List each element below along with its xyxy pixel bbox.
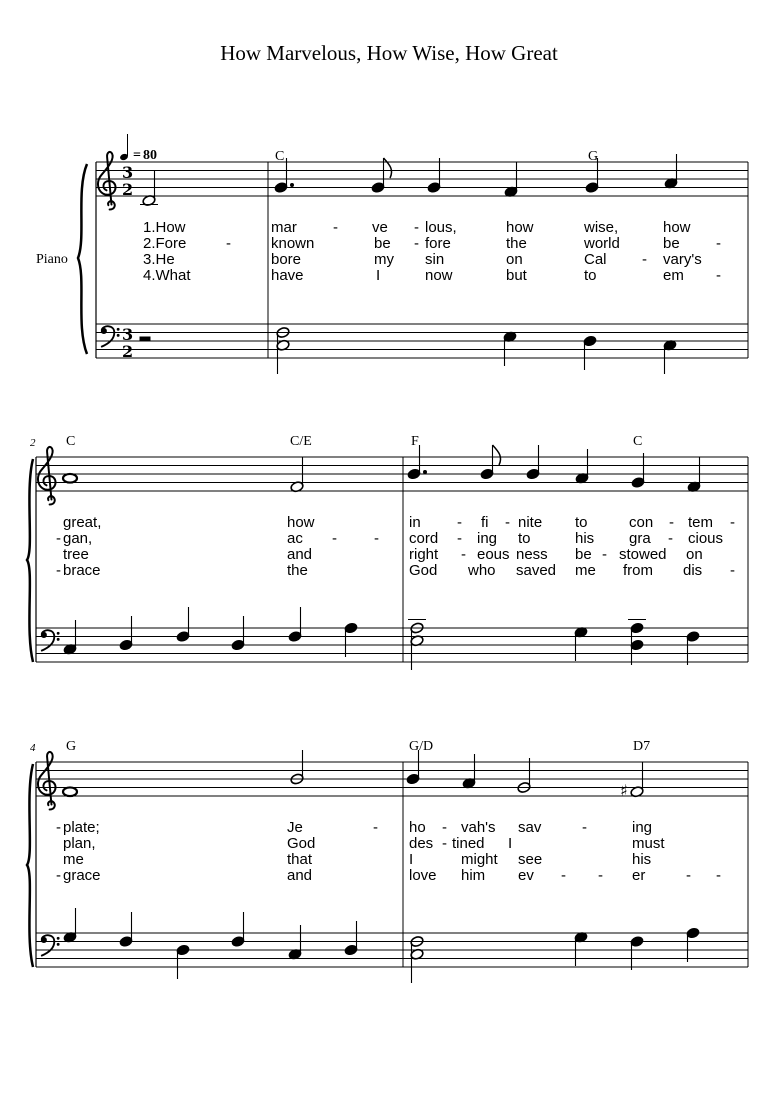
- lyric: -: [226, 235, 231, 252]
- bass-time-signature-bottom: 2: [122, 342, 134, 361]
- lyric: I: [376, 267, 381, 284]
- lyric: grace: [63, 867, 101, 884]
- lyric: ev: [518, 867, 534, 884]
- lyric: might: [461, 851, 498, 868]
- lyric: plate;: [63, 819, 100, 836]
- lyric: be: [663, 235, 680, 252]
- lyric: ing: [477, 530, 498, 547]
- lyric: sin: [425, 251, 445, 268]
- lyric: -: [442, 819, 447, 836]
- lyric: -: [582, 819, 587, 836]
- lyric: -: [414, 235, 419, 252]
- bass-staff: [96, 324, 748, 358]
- lyric: right: [409, 546, 439, 563]
- lyrics-verse-4: [56, 562, 735, 579]
- lyric: wise,: [584, 219, 619, 236]
- lyrics-verse-3: [63, 546, 703, 563]
- lyric: his: [632, 851, 652, 868]
- bass-notes: [140, 326, 677, 374]
- lyric: must: [632, 835, 665, 852]
- lyric: gan,: [63, 530, 93, 547]
- lyric: I: [409, 851, 414, 868]
- lyric: cious: [688, 530, 724, 547]
- lyric: me: [63, 851, 84, 868]
- lyric: ve: [372, 219, 388, 236]
- chord-symbol: C: [66, 434, 76, 449]
- lyric: from: [623, 562, 653, 579]
- bass-notes: [63, 607, 700, 670]
- lyric: ing: [632, 819, 653, 836]
- chord-symbol: C: [275, 149, 285, 164]
- lyric: Je: [287, 819, 303, 836]
- lyrics-verse-2: [143, 235, 721, 252]
- lyric: vary's: [663, 251, 702, 268]
- lyric: fi: [481, 514, 489, 531]
- chord-symbol: G: [588, 149, 599, 164]
- lyrics-verse-2: [63, 835, 665, 852]
- lyric: the: [287, 562, 308, 579]
- bass-clef-icon: [41, 935, 60, 956]
- lyric: plan,: [63, 835, 96, 852]
- lyric: how: [287, 514, 315, 531]
- lyric: see: [518, 851, 543, 868]
- lyric: -: [642, 251, 647, 268]
- lyric: to: [518, 530, 531, 547]
- lyric: be: [575, 546, 592, 563]
- lyric: -: [716, 235, 721, 252]
- lyric: and: [287, 546, 313, 563]
- lyric: -: [598, 867, 603, 884]
- lyrics-verse-1: [56, 819, 652, 836]
- chord-symbol: G/D: [409, 739, 434, 754]
- lyrics-verse-2: [56, 530, 723, 547]
- chord-symbol: F: [411, 434, 419, 449]
- lyric: -: [716, 267, 721, 284]
- measure-number: 2: [30, 437, 36, 449]
- system-brace: [78, 164, 87, 354]
- chord-symbol: C: [633, 434, 643, 449]
- lyric: tem: [688, 514, 714, 531]
- lyrics-verse-4: [143, 267, 721, 284]
- lyric: 3.He: [143, 251, 175, 268]
- lyric: -: [442, 835, 447, 852]
- lyric: great,: [63, 514, 102, 531]
- lyric: his: [575, 530, 595, 547]
- system-brace: [27, 764, 33, 967]
- lyrics-verse-4: [56, 867, 721, 884]
- lyric: -: [716, 867, 721, 884]
- bass-notes: [63, 908, 700, 983]
- system-2: [27, 434, 748, 670]
- lyric: cord: [409, 530, 439, 547]
- tempo-value: 80: [143, 148, 157, 163]
- lyric: -: [686, 867, 691, 884]
- lyrics-verse-1: [143, 219, 691, 236]
- lyric: -: [668, 530, 673, 547]
- lyric: sav: [518, 819, 542, 836]
- lyric: to: [584, 267, 597, 284]
- lyric: nite: [518, 514, 543, 531]
- lyric: -: [730, 514, 735, 531]
- lyric: known: [271, 235, 315, 252]
- lyric: have: [271, 267, 304, 284]
- lyric: the: [506, 235, 527, 252]
- song-title: How Marvelous, How Wise, How Great: [220, 41, 558, 65]
- lyric: -: [56, 819, 61, 836]
- bass-clef-icon: [41, 630, 60, 651]
- system-1: [36, 134, 748, 374]
- lyric: world: [584, 235, 620, 252]
- lyric: 2.Fore: [143, 235, 187, 252]
- system-brace: [27, 459, 33, 662]
- lyric: -: [505, 514, 510, 531]
- treble-staff: [96, 162, 748, 196]
- lyric: that: [287, 851, 313, 868]
- lyric: -: [56, 530, 61, 547]
- lyric: my: [374, 251, 394, 268]
- treble-clef-icon: [98, 152, 116, 210]
- lyric: eous: [477, 546, 510, 563]
- lyric: 4.What: [143, 267, 191, 284]
- lyric: be: [374, 235, 391, 252]
- lyric: Cal: [584, 251, 607, 268]
- treble-notes: [63, 445, 701, 493]
- lyric: gra: [629, 530, 651, 547]
- bass-time-signature-top: 3: [122, 325, 134, 344]
- lyric: em: [663, 267, 684, 284]
- lyric: but: [506, 267, 527, 284]
- lyrics-verse-3: [143, 251, 702, 268]
- lyric: ho: [409, 819, 426, 836]
- lyric: lous,: [425, 219, 457, 236]
- lyric: -: [374, 530, 379, 547]
- lyric: on: [686, 546, 703, 563]
- lyric: God: [409, 562, 438, 579]
- lyric: -: [461, 546, 466, 563]
- lyric: bore: [271, 251, 302, 268]
- lyric: -: [730, 562, 735, 579]
- lyric: vah's: [461, 819, 496, 836]
- lyric: tined: [452, 835, 485, 852]
- lyric: to: [575, 514, 588, 531]
- tempo-marking: [119, 134, 157, 163]
- lyric: -: [373, 819, 378, 836]
- lyrics-verse-3: [63, 851, 651, 868]
- lyric: -: [333, 219, 338, 236]
- lyric: tree: [63, 546, 89, 563]
- lyric: how: [663, 219, 691, 236]
- lyric: me: [575, 562, 596, 579]
- lyric: -: [414, 219, 419, 236]
- lyric: -: [457, 514, 462, 531]
- lyric: him: [461, 867, 486, 884]
- lyric: fore: [425, 235, 451, 252]
- time-signature-top: 3: [122, 163, 134, 182]
- treble-notes: [63, 750, 644, 800]
- treble-clef-icon: [38, 447, 56, 505]
- lyric: dis: [683, 562, 703, 579]
- lyric: in: [409, 514, 421, 531]
- bass-clef-icon: [101, 326, 120, 347]
- lyric: con: [629, 514, 654, 531]
- instrument-label: Piano: [36, 252, 68, 267]
- lyric: I: [508, 835, 513, 852]
- lyric: how: [506, 219, 534, 236]
- system-3: [27, 739, 748, 983]
- treble-staff: [36, 762, 748, 796]
- lyrics-verse-1: [63, 514, 735, 531]
- chord-symbol: C/E: [290, 434, 312, 449]
- treble-clef-icon: [38, 752, 56, 810]
- lyric: -: [669, 514, 674, 531]
- lyric: ness: [516, 546, 548, 563]
- lyric: who: [468, 562, 496, 579]
- lyric: -: [457, 530, 462, 547]
- time-signature-bottom: 2: [122, 180, 134, 199]
- lyric: and: [287, 867, 313, 884]
- lyric: -: [332, 530, 337, 547]
- lyric: -: [56, 562, 61, 579]
- sharp-icon: ♯: [620, 781, 628, 800]
- lyric: ac: [287, 530, 303, 547]
- measure-number: 4: [30, 742, 36, 754]
- lyric: stowed: [619, 546, 667, 563]
- lyric: saved: [516, 562, 557, 579]
- lyric: now: [425, 267, 453, 284]
- lyric: -: [561, 867, 566, 884]
- lyric: -: [56, 867, 61, 884]
- lyric: mar: [271, 219, 297, 236]
- lyric: des: [409, 835, 434, 852]
- lyric: -: [602, 546, 607, 563]
- lyric: on: [506, 251, 523, 268]
- chord-symbol: G: [66, 739, 77, 754]
- lyric: er: [632, 867, 646, 884]
- lyric: God: [287, 835, 316, 852]
- lyric: love: [409, 867, 437, 884]
- lyric: brace: [63, 562, 101, 579]
- chord-symbol: D7: [633, 739, 651, 754]
- lyric: 1.How: [143, 219, 186, 236]
- svg-text:=: =: [133, 148, 141, 163]
